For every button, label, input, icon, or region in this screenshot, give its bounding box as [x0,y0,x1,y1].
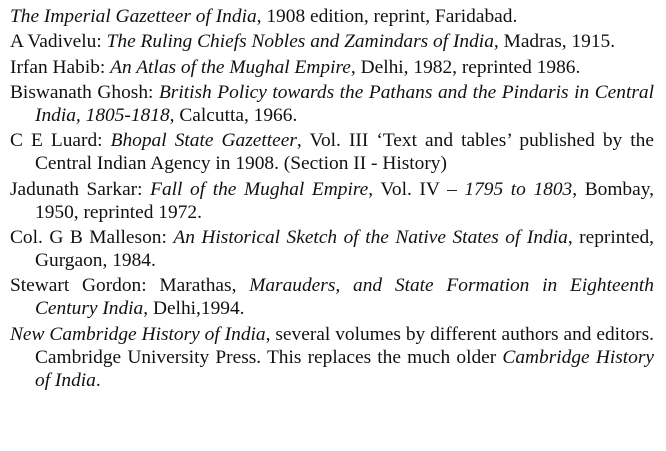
book-title: Fall of the Mughal Empire [150,178,369,200]
citation-text: , Calcutta, 1966. [169,104,298,126]
bibliography-entry-imperial-gazetteer [10,5,654,28]
bibliography-entry-luard [10,129,654,175]
book-title: Cambridge History of India [35,346,654,391]
citation-text: Madras, 1915. [498,31,616,53]
bibliography-entry-malleson [10,226,654,272]
citation-text: , reprinted, Gurgaon, 1984. [35,226,655,272]
bibliography-entry-new-cambridge [10,323,654,392]
book-title: Bhopal State Gazetteer [110,130,297,152]
author-name: Stewart Gordon: Marathas, [10,275,250,297]
author-name: C E Luard: [10,130,111,152]
citation-text: , several volumes by different authors and editors. Cambridge University Press. This replaces the much older [35,323,655,368]
bibliography-entry-vadivelu [10,30,654,53]
book-title: An Atlas of the Mughal Empire [110,56,351,78]
book-title: The Ruling Chiefs Nobles and Zamindars of India, [106,31,499,53]
author-name: A Vadivelu: [10,31,107,53]
book-title: The Imperial Gazetteer of India [10,6,257,27]
author-name: Biswanath Ghosh: [10,81,159,103]
author-name: Col. G B Malleson: [10,226,174,248]
citation-text: , Vol. III ‘Text and tables’ published by the Central Indian Agency in 1908. (Section II - History) [35,130,654,175]
book-title: An Historical Sketch of the Native States of India [173,226,568,248]
bibliography-entry-sarkar [10,178,654,224]
citation-text: , 1908 edition, reprint, Faridabad. [256,6,518,27]
citation-text: , Delhi,1994. [143,298,245,320]
author-name: Irfan Habib: [10,56,111,78]
bibliography-entry-ghosh [10,81,654,127]
bibliography-entry-gordon [10,274,654,320]
book-title: New Cambridge History of India [10,323,266,345]
bibliography-list [10,5,654,394]
book-title: Marauders, and State Formation in Eighteenth Century India [35,275,655,320]
citation-text: . [95,369,101,391]
citation-text: , Delhi, 1982, reprinted 1986. [350,56,581,78]
book-subtitle: 1795 to 1803 [464,178,573,200]
author-name: Jadunath Sarkar: [10,178,151,200]
bibliography-entry-habib [10,56,654,79]
citation-text: , Vol. IV – [368,178,465,200]
citation-text: , Bombay, 1950, reprinted 1972. [35,178,654,223]
book-title: British Policy towards the Pathans and the Pindaris in Central India, 1805-1818 [35,81,654,126]
